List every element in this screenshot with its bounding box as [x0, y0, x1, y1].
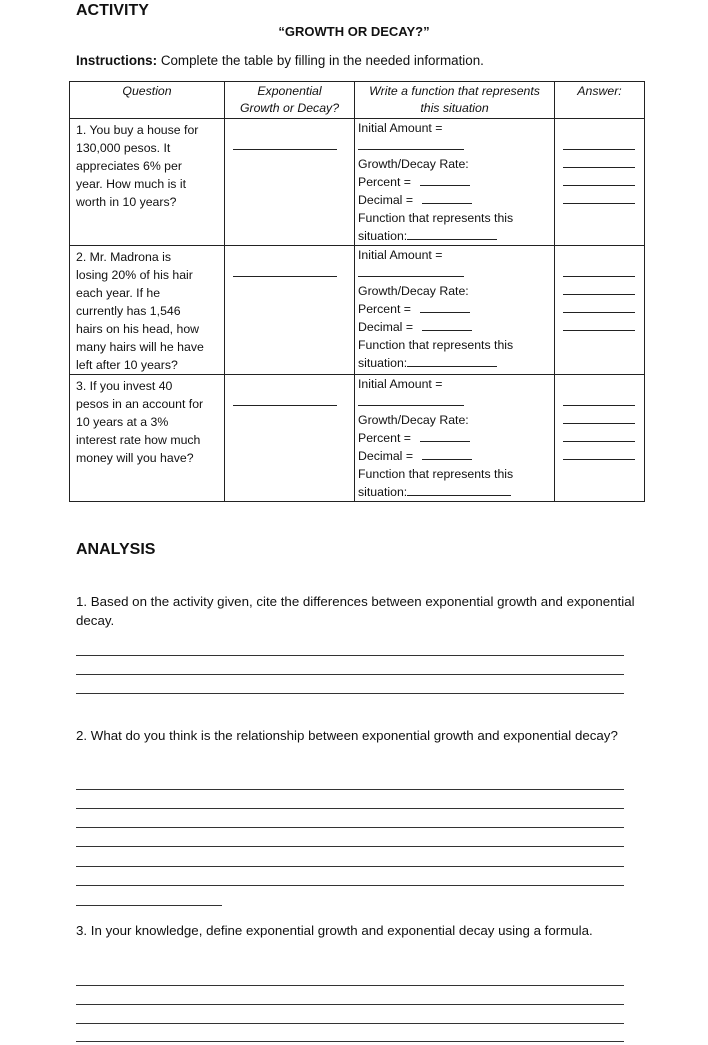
activity-heading: ACTIVITY [76, 2, 149, 19]
answer-line[interactable] [76, 1004, 624, 1005]
function-cell: Initial Amount = Growth/Decay Rate: Percent = Decimal = Function that represents this situation: [355, 119, 555, 246]
analysis-question-3: 3. In your knowledge, define exponential growth and exponential decay using a formula. [76, 923, 593, 938]
decimal-blank[interactable] [422, 447, 472, 460]
answer-line[interactable] [76, 866, 624, 867]
question-cell: 2. Mr. Madrona is losing 20% of his hair each year. If he currently has 1,546 hairs on his head, how many hairs will he have left after 10 years? [70, 246, 225, 375]
growth-or-decay-cell[interactable] [225, 246, 355, 375]
percent-blank[interactable] [420, 429, 470, 442]
answer-line[interactable] [76, 985, 624, 986]
function-blank[interactable] [407, 354, 497, 367]
table-header-row [70, 82, 645, 119]
function-blank[interactable] [407, 227, 497, 240]
answer-line[interactable] [76, 827, 624, 828]
answer-line[interactable] [76, 789, 624, 790]
analysis-question-2: 2. What do you think is the relationship between exponential growth and exponential decay? [76, 728, 618, 743]
percent-blank[interactable] [420, 173, 470, 186]
answer-line[interactable] [76, 1041, 624, 1042]
answer-line[interactable] [76, 674, 624, 675]
header-function: Write a function that represents this situation [355, 82, 555, 119]
answer-line[interactable] [76, 1023, 624, 1024]
growth-or-decay-blank[interactable] [233, 276, 337, 277]
table-row [70, 246, 645, 375]
answer-line[interactable] [76, 655, 624, 656]
initial-amount-blank[interactable] [358, 393, 464, 406]
answer-cell[interactable] [555, 119, 645, 246]
answer-line[interactable] [76, 846, 624, 847]
activity-table [69, 81, 645, 502]
instructions-text: Complete the table by filling in the needed information. [157, 53, 484, 68]
header-question: Question [70, 82, 225, 119]
growth-or-decay-cell[interactable] [225, 375, 355, 502]
instructions [76, 53, 484, 68]
function-blank[interactable] [407, 483, 511, 496]
header-answer: Answer: [555, 82, 645, 119]
header-growth-or-decay: Exponential Growth or Decay? [225, 82, 355, 119]
growth-or-decay-blank[interactable] [233, 405, 337, 406]
answer-line[interactable] [76, 693, 624, 694]
worksheet-title: “GROWTH OR DECAY?” [278, 24, 430, 39]
growth-or-decay-blank[interactable] [233, 149, 337, 150]
growth-or-decay-cell[interactable] [225, 119, 355, 246]
decimal-blank[interactable] [422, 318, 472, 331]
initial-amount-blank[interactable] [358, 264, 464, 277]
function-cell: Initial Amount = Growth/Decay Rate: Percent = Decimal = Function that represents this situation: [355, 246, 555, 375]
decimal-blank[interactable] [422, 191, 472, 204]
answer-cell[interactable] [555, 375, 645, 502]
question-cell: 1. You buy a house for 130,000 pesos. It appreciates 6% per year. How much is it worth in 10 years? [70, 119, 225, 246]
answer-line[interactable] [76, 808, 624, 809]
table-row [70, 119, 645, 246]
instructions-label: Instructions: [76, 53, 158, 68]
answer-line[interactable] [76, 905, 222, 906]
initial-amount-blank[interactable] [358, 137, 464, 150]
question-cell: 3. If you invest 40 pesos in an account for 10 years at a 3% interest rate how much money will you have? [70, 375, 225, 502]
answer-cell[interactable] [555, 246, 645, 375]
table-row [70, 375, 645, 502]
answer-line[interactable] [76, 885, 624, 886]
percent-blank[interactable] [420, 300, 470, 313]
function-cell: Initial Amount = Growth/Decay Rate: Percent = Decimal = Function that represents this situation: [355, 375, 555, 502]
analysis-question-1: 1. Based on the activity given, cite the differences between exponential growth and exponential decay. [76, 594, 635, 628]
analysis-heading: ANALYSIS [76, 541, 156, 558]
